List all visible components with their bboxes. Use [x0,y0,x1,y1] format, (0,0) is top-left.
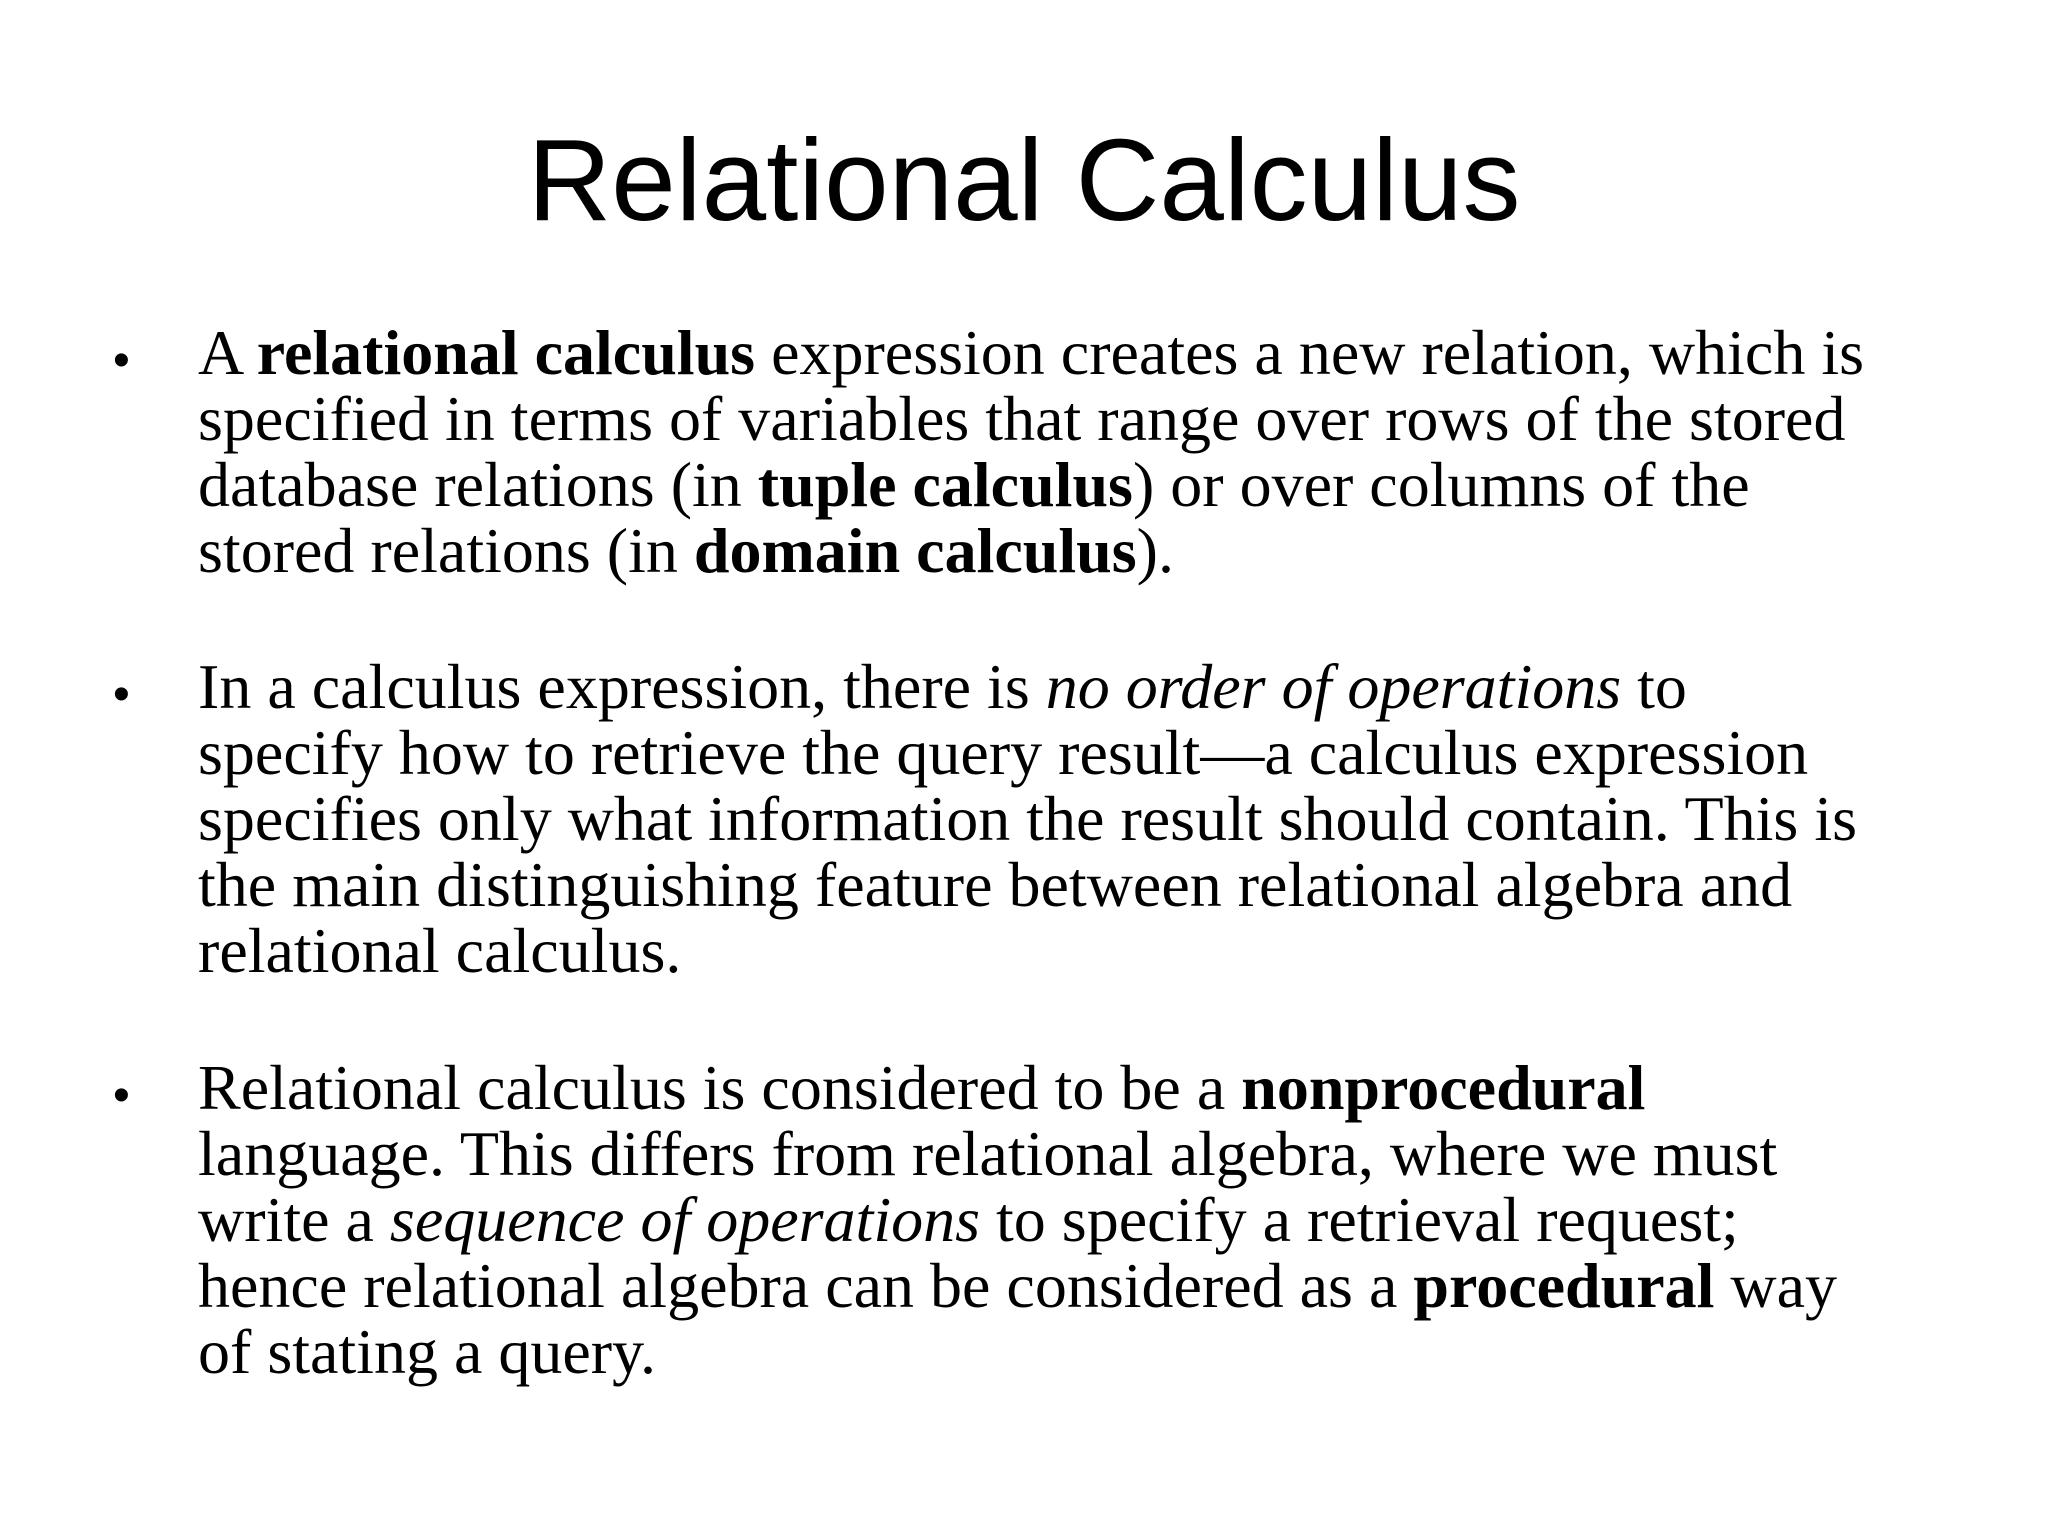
text-line: specified in terms of variables that range over rows of the stored [198,383,1846,454]
text-line: relational calculus. [198,915,682,986]
bold-term: tuple calculus [757,449,1133,520]
bold-term: nonprocedural [1241,1052,1646,1123]
bold-term: domain calculus [693,515,1137,586]
text-line: specify how to retrieve the query result—a calculus expression [198,717,1809,788]
text-line: stored relations (in domain calculus). [198,515,1174,586]
bullet-marker: • [113,1069,130,1122]
bold-term: relational calculus [256,317,756,388]
text-line: A relational calculus expression creates a new relation, which is [198,317,1864,388]
text-line: write a sequence of operations to specify a retrieval request; [198,1184,1739,1255]
bold-term: procedural [1413,1250,1715,1321]
text-line: In a calculus expression, there is no order of operations to [198,651,1687,722]
slide-title: Relational Calculus [527,115,1521,245]
text-line: Relational calculus is considered to be a nonprocedural [198,1052,1646,1123]
bullet-text [198,651,2018,986]
text-line: language. This differs from relational algebra, where we must [198,1118,1778,1189]
bullet-marker: • [113,334,130,387]
italic-phrase: no order of operations [1045,651,1622,722]
text-line: hence relational algebra can be considered as a procedural way [198,1250,1837,1321]
text-line: specifies only what information the result should contain. This is [198,783,1857,854]
bullet-text [198,317,2018,586]
text-line: database relations (in tuple calculus) or over columns of the [198,449,1750,520]
italic-phrase: sequence of operations [389,1184,980,1255]
bullet-text [198,1052,2018,1387]
text-line: the main distinguishing feature between relational algebra and [198,849,1793,920]
text-line: of stating a query. [198,1316,656,1387]
bullet-marker: • [113,668,130,721]
